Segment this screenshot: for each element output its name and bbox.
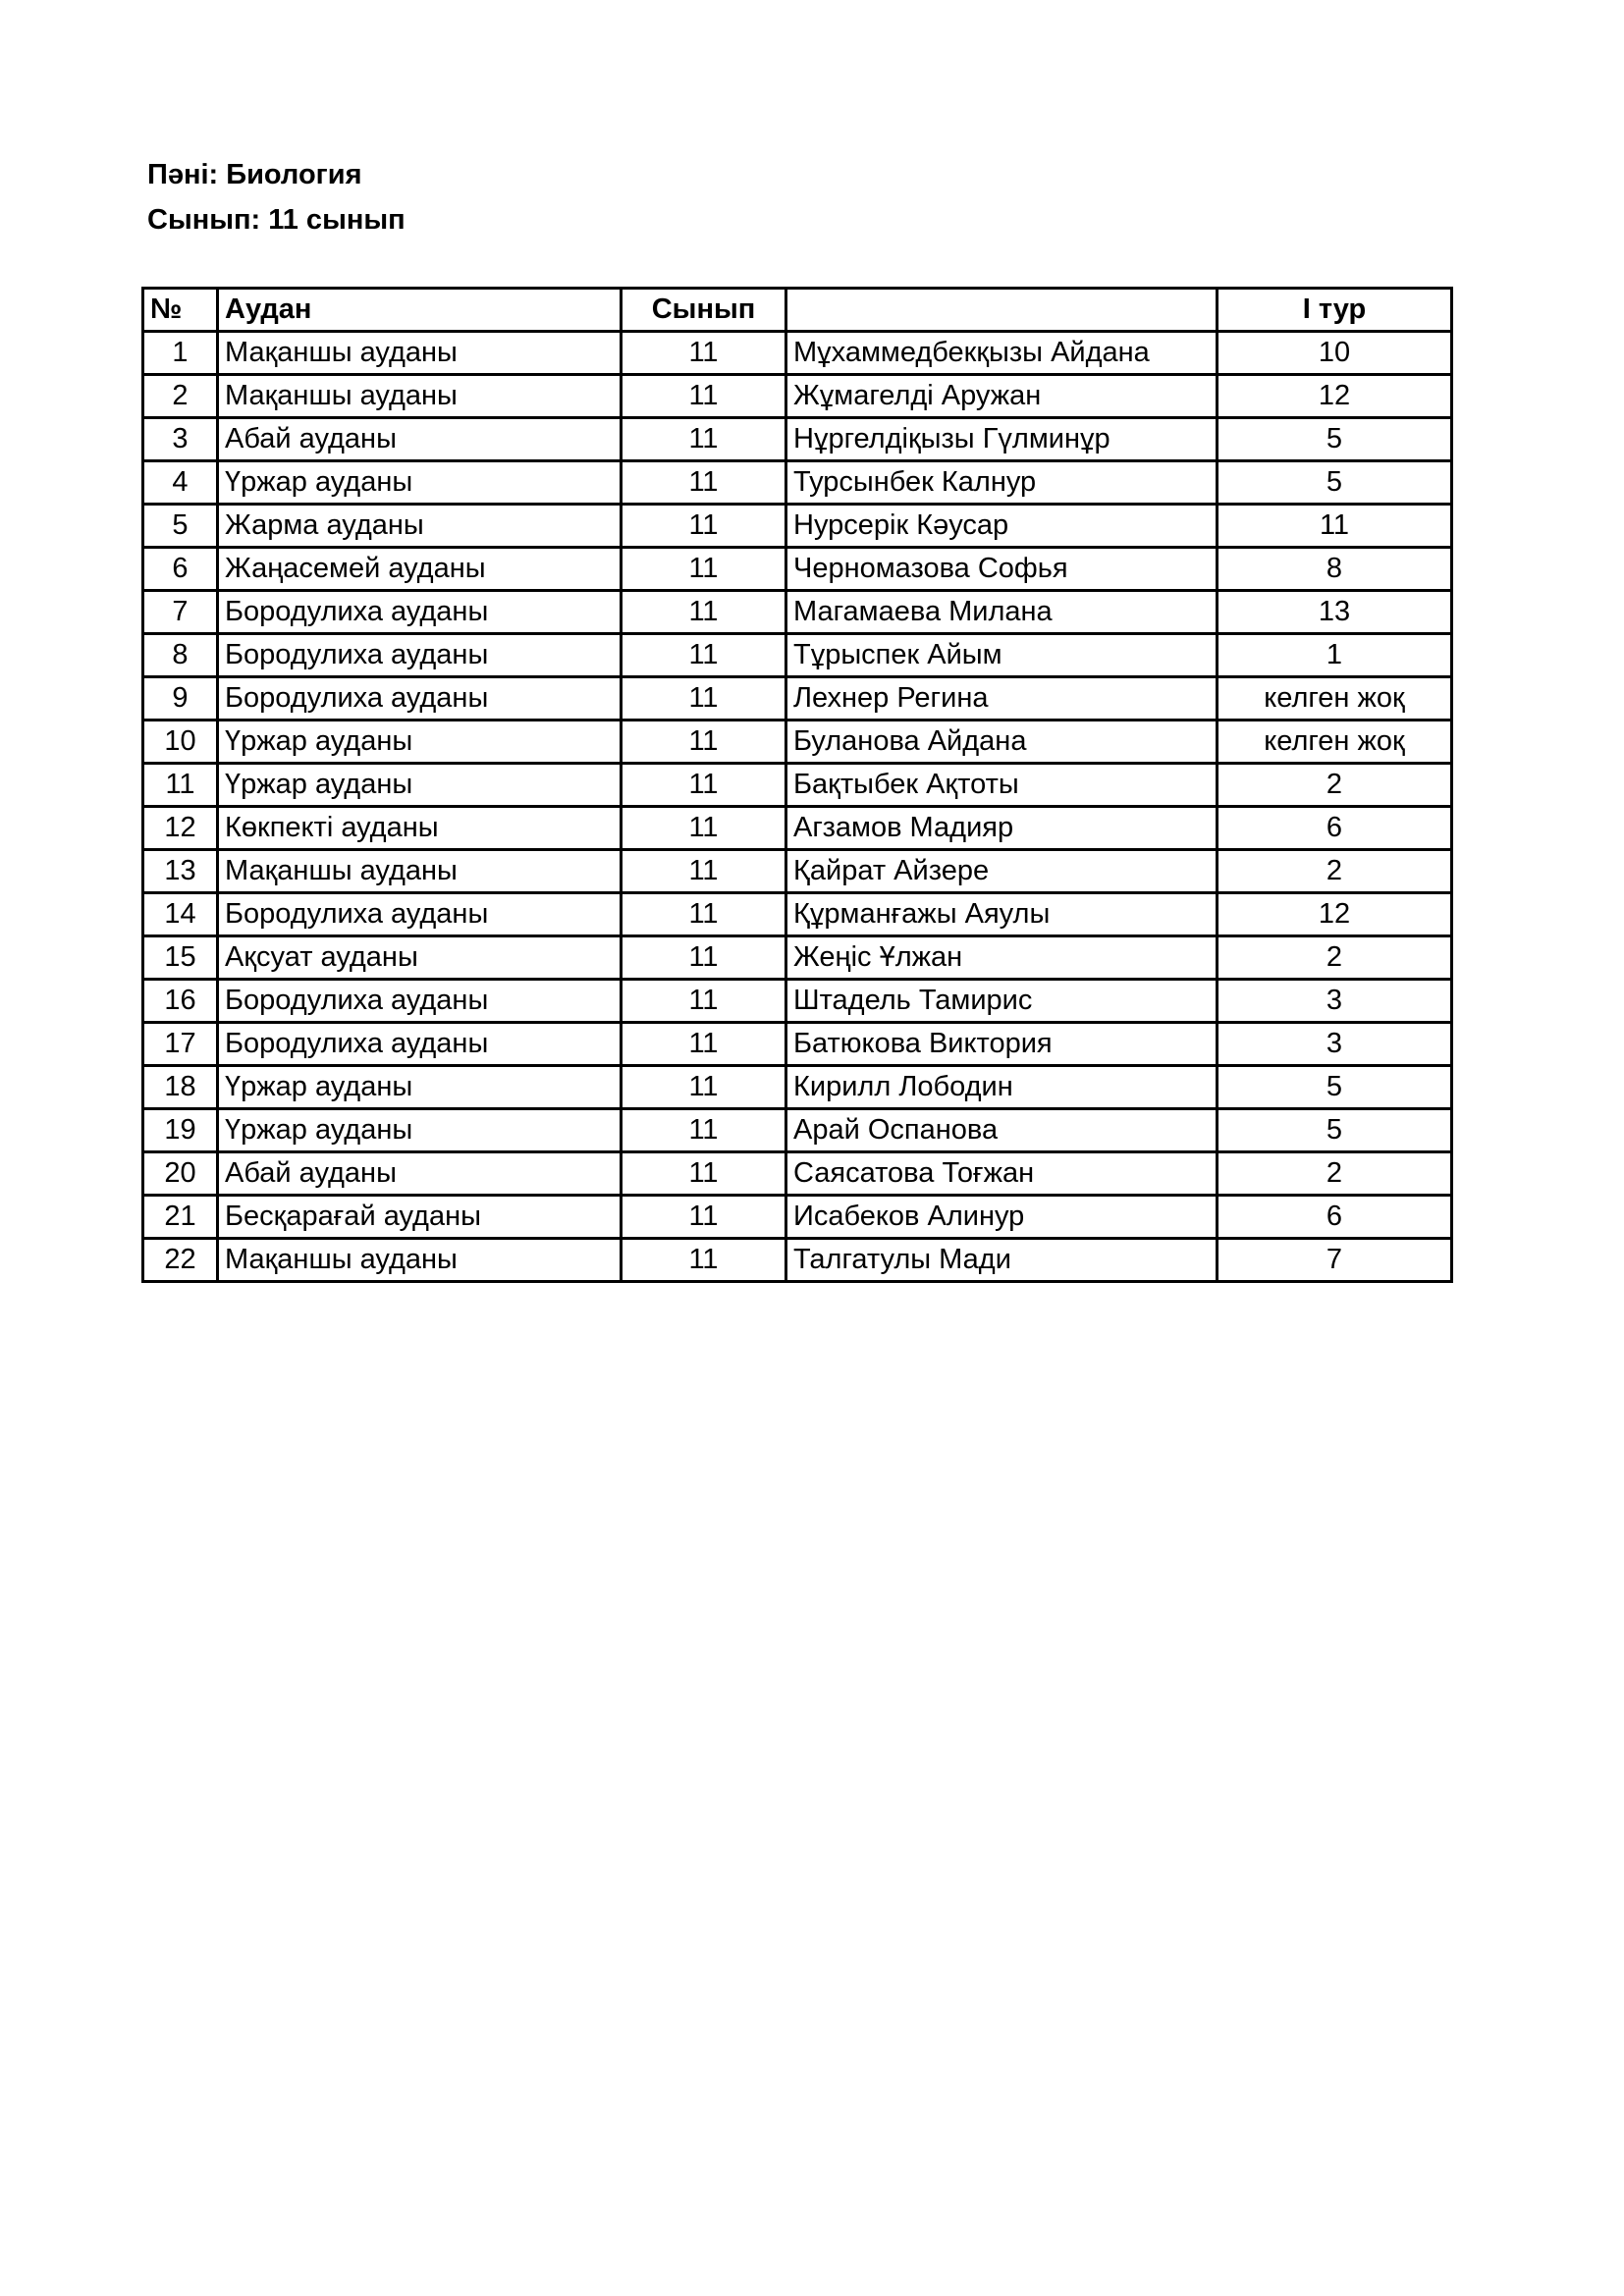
document-header bbox=[147, 152, 406, 242]
table-row bbox=[143, 980, 1452, 1023]
cell-student-name: Мұхаммедбекқызы Айдана bbox=[786, 332, 1218, 375]
cell-student-name: Батюкова Виктория bbox=[786, 1023, 1218, 1066]
column-header-district: Аудан bbox=[218, 289, 622, 332]
cell-student-name: Магамаева Милана bbox=[786, 591, 1218, 634]
cell-tour-1-score: 5 bbox=[1218, 418, 1452, 461]
cell-student-name: Лехнер Регина bbox=[786, 677, 1218, 721]
table-row bbox=[143, 1023, 1452, 1066]
cell-class: 11 bbox=[622, 850, 786, 893]
column-header-class: Сынып bbox=[622, 289, 786, 332]
table-row bbox=[143, 634, 1452, 677]
cell-number: 11 bbox=[143, 764, 218, 807]
cell-class: 11 bbox=[622, 1109, 786, 1152]
cell-student-name: Черномазова Софья bbox=[786, 548, 1218, 591]
cell-student-name: Жеңіс Ұлжан bbox=[786, 936, 1218, 980]
cell-class: 11 bbox=[622, 505, 786, 548]
cell-district: Мақаншы ауданы bbox=[218, 1239, 622, 1282]
cell-student-name: Саясатова Тоғжан bbox=[786, 1152, 1218, 1196]
cell-tour-1-score: 10 bbox=[1218, 332, 1452, 375]
table-row bbox=[143, 721, 1452, 764]
cell-student-name: Қайрат Айзере bbox=[786, 850, 1218, 893]
cell-district: Бородулиха ауданы bbox=[218, 677, 622, 721]
cell-student-name: Нұргелдіқызы Гүлминұр bbox=[786, 418, 1218, 461]
cell-student-name: Кирилл Лободин bbox=[786, 1066, 1218, 1109]
column-header-name bbox=[786, 289, 1218, 332]
table-row bbox=[143, 591, 1452, 634]
cell-district: Бородулиха ауданы bbox=[218, 893, 622, 936]
cell-tour-1-score: 2 bbox=[1218, 936, 1452, 980]
cell-tour-1-score: 6 bbox=[1218, 1196, 1452, 1239]
cell-tour-1-score: 5 bbox=[1218, 461, 1452, 505]
cell-class: 11 bbox=[622, 418, 786, 461]
cell-student-name: Құрманғажы Аяулы bbox=[786, 893, 1218, 936]
table-row bbox=[143, 332, 1452, 375]
table-row bbox=[143, 850, 1452, 893]
cell-class: 11 bbox=[622, 1066, 786, 1109]
cell-district: Бесқарағай ауданы bbox=[218, 1196, 622, 1239]
cell-district: Жаңасемей ауданы bbox=[218, 548, 622, 591]
table-row bbox=[143, 677, 1452, 721]
cell-district: Ақсуат ауданы bbox=[218, 936, 622, 980]
cell-number: 6 bbox=[143, 548, 218, 591]
cell-class: 11 bbox=[622, 807, 786, 850]
cell-district: Абай ауданы bbox=[218, 418, 622, 461]
cell-tour-1-score: 2 bbox=[1218, 764, 1452, 807]
table-row bbox=[143, 764, 1452, 807]
cell-district: Үржар ауданы bbox=[218, 764, 622, 807]
table-row bbox=[143, 893, 1452, 936]
cell-district: Жарма ауданы bbox=[218, 505, 622, 548]
cell-number: 20 bbox=[143, 1152, 218, 1196]
cell-student-name: Нурсерік Кәусар bbox=[786, 505, 1218, 548]
cell-class: 11 bbox=[622, 634, 786, 677]
column-header-number: № bbox=[143, 289, 218, 332]
table-body bbox=[143, 332, 1452, 1282]
cell-number: 16 bbox=[143, 980, 218, 1023]
cell-tour-1-score: 12 bbox=[1218, 375, 1452, 418]
cell-class: 11 bbox=[622, 1196, 786, 1239]
cell-tour-1-score: 1 bbox=[1218, 634, 1452, 677]
table-row bbox=[143, 1196, 1452, 1239]
class-title: Сынып: 11 сынып bbox=[147, 204, 406, 236]
cell-number: 10 bbox=[143, 721, 218, 764]
table-row bbox=[143, 1152, 1452, 1196]
cell-number: 15 bbox=[143, 936, 218, 980]
table-row bbox=[143, 1239, 1452, 1282]
cell-district: Үржар ауданы bbox=[218, 721, 622, 764]
cell-district: Үржар ауданы bbox=[218, 461, 622, 505]
cell-number: 1 bbox=[143, 332, 218, 375]
cell-class: 11 bbox=[622, 1239, 786, 1282]
cell-district: Үржар ауданы bbox=[218, 1066, 622, 1109]
cell-district: Бородулиха ауданы bbox=[218, 591, 622, 634]
table-row bbox=[143, 375, 1452, 418]
cell-student-name: Тұрыспек Айым bbox=[786, 634, 1218, 677]
cell-class: 11 bbox=[622, 1152, 786, 1196]
table-row bbox=[143, 505, 1452, 548]
column-header-tour-1: I тур bbox=[1218, 289, 1452, 332]
cell-student-name: Штадель Тамирис bbox=[786, 980, 1218, 1023]
cell-district: Бородулиха ауданы bbox=[218, 1023, 622, 1066]
cell-number: 9 bbox=[143, 677, 218, 721]
table-row bbox=[143, 548, 1452, 591]
cell-student-name: Жұмагелді Аружан bbox=[786, 375, 1218, 418]
cell-tour-1-score: 7 bbox=[1218, 1239, 1452, 1282]
cell-tour-1-score: 2 bbox=[1218, 850, 1452, 893]
cell-district: Мақаншы ауданы bbox=[218, 375, 622, 418]
subject-title: Пәні: Биология bbox=[147, 159, 362, 190]
cell-student-name: Арай Оспанова bbox=[786, 1109, 1218, 1152]
cell-class: 11 bbox=[622, 1023, 786, 1066]
cell-number: 2 bbox=[143, 375, 218, 418]
cell-district: Мақаншы ауданы bbox=[218, 850, 622, 893]
table-row bbox=[143, 1066, 1452, 1109]
cell-tour-1-score: 2 bbox=[1218, 1152, 1452, 1196]
table-row bbox=[143, 807, 1452, 850]
cell-class: 11 bbox=[622, 893, 786, 936]
cell-number: 13 bbox=[143, 850, 218, 893]
cell-number: 17 bbox=[143, 1023, 218, 1066]
cell-student-name: Талгатулы Мади bbox=[786, 1239, 1218, 1282]
cell-tour-1-score: 12 bbox=[1218, 893, 1452, 936]
cell-tour-1-score: 5 bbox=[1218, 1066, 1452, 1109]
cell-class: 11 bbox=[622, 677, 786, 721]
cell-tour-1-score: 5 bbox=[1218, 1109, 1452, 1152]
cell-number: 21 bbox=[143, 1196, 218, 1239]
cell-tour-1-score: 13 bbox=[1218, 591, 1452, 634]
cell-tour-1-score: 3 bbox=[1218, 980, 1452, 1023]
cell-number: 3 bbox=[143, 418, 218, 461]
cell-district: Абай ауданы bbox=[218, 1152, 622, 1196]
cell-class: 11 bbox=[622, 332, 786, 375]
table-row bbox=[143, 1109, 1452, 1152]
cell-district: Бородулиха ауданы bbox=[218, 634, 622, 677]
cell-class: 11 bbox=[622, 375, 786, 418]
cell-student-name: Буланова Айдана bbox=[786, 721, 1218, 764]
cell-class: 11 bbox=[622, 461, 786, 505]
cell-number: 12 bbox=[143, 807, 218, 850]
cell-number: 5 bbox=[143, 505, 218, 548]
table-row bbox=[143, 418, 1452, 461]
cell-class: 11 bbox=[622, 721, 786, 764]
cell-class: 11 bbox=[622, 936, 786, 980]
cell-number: 18 bbox=[143, 1066, 218, 1109]
cell-tour-1-score: 11 bbox=[1218, 505, 1452, 548]
cell-tour-1-score: 8 bbox=[1218, 548, 1452, 591]
cell-class: 11 bbox=[622, 764, 786, 807]
table-row bbox=[143, 461, 1452, 505]
table-header-row bbox=[143, 289, 1452, 332]
cell-tour-1-score: келген жоқ bbox=[1218, 677, 1452, 721]
cell-class: 11 bbox=[622, 548, 786, 591]
cell-student-name: Агзамов Мадияр bbox=[786, 807, 1218, 850]
table-row bbox=[143, 936, 1452, 980]
cell-tour-1-score: 6 bbox=[1218, 807, 1452, 850]
cell-number: 19 bbox=[143, 1109, 218, 1152]
cell-number: 7 bbox=[143, 591, 218, 634]
cell-district: Бородулиха ауданы bbox=[218, 980, 622, 1023]
cell-district: Үржар ауданы bbox=[218, 1109, 622, 1152]
cell-district: Мақаншы ауданы bbox=[218, 332, 622, 375]
cell-student-name: Турсынбек Калнур bbox=[786, 461, 1218, 505]
cell-class: 11 bbox=[622, 980, 786, 1023]
cell-tour-1-score: 3 bbox=[1218, 1023, 1452, 1066]
cell-student-name: Бақтыбек Ақтоты bbox=[786, 764, 1218, 807]
cell-district: Көкпекті ауданы bbox=[218, 807, 622, 850]
cell-number: 14 bbox=[143, 893, 218, 936]
cell-number: 22 bbox=[143, 1239, 218, 1282]
results-table bbox=[141, 287, 1453, 1283]
cell-tour-1-score: келген жоқ bbox=[1218, 721, 1452, 764]
cell-number: 4 bbox=[143, 461, 218, 505]
cell-number: 8 bbox=[143, 634, 218, 677]
cell-class: 11 bbox=[622, 591, 786, 634]
cell-student-name: Исабеков Алинур bbox=[786, 1196, 1218, 1239]
